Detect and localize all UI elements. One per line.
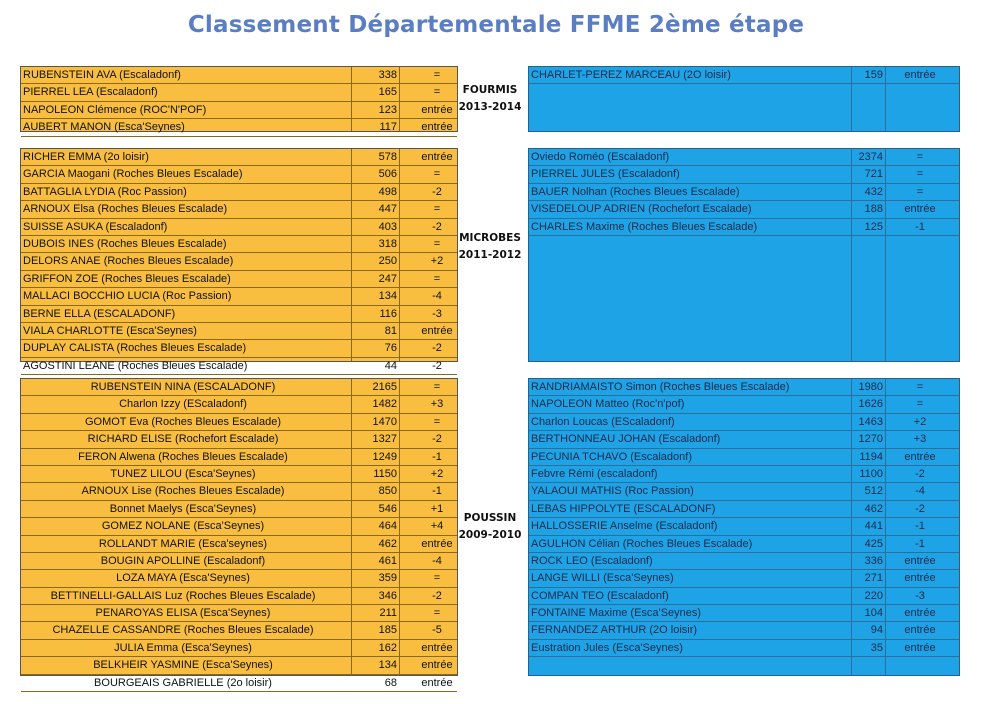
rank-change: entrée [421, 659, 453, 672]
rank-change: entrée [421, 103, 453, 116]
athlete-points: 432 [864, 185, 883, 198]
athlete-name: FONTAINE Maxime (Esca'Seynes) [531, 607, 701, 620]
athlete-name: BERTHONNEAU JOHAN (Escaladonf) [531, 433, 721, 446]
rank-change: +2 [913, 415, 927, 428]
athlete-name: ROLLANDT MARIE (Esca'seynes) [98, 537, 268, 550]
athlete-name: RANDRIAMAISTO Simon (Roches Bleues Escalade) [531, 381, 790, 393]
ranking-row [21, 306, 457, 323]
athlete-points: 35 [870, 641, 883, 654]
rank-change: entrée [421, 641, 453, 654]
ranking-row [21, 119, 457, 136]
rank-change: +4 [430, 520, 444, 533]
ranking-row [21, 431, 457, 448]
poussin-category-label [455, 510, 525, 544]
category-name: MICROBES [459, 232, 521, 244]
athlete-points: 211 [379, 607, 397, 620]
ranking-row [21, 358, 457, 375]
athlete-name: RICHARD ELISE (Rochefort Escalade) [87, 433, 279, 446]
athlete-name: Charlon Loucas (EScaladonf) [531, 415, 675, 428]
rank-change: entrée [904, 554, 936, 567]
rank-change: = [433, 607, 441, 620]
ranking-row [21, 657, 457, 674]
rank-change: -4 [432, 290, 442, 303]
athlete-points: 271 [864, 572, 883, 585]
athlete-points: 44 [384, 359, 397, 372]
rank-change: -2 [915, 467, 925, 480]
rank-change: -1 [915, 520, 925, 533]
athlete-points: 462 [378, 537, 397, 550]
athlete-name: BETTINELLI-GALLAIS Luz (Roches Bleues Escalade) [50, 589, 316, 602]
rank-change: entrée [904, 572, 936, 585]
microbes-boys-table [528, 148, 960, 362]
ranking-row [529, 431, 959, 448]
athlete-name: NAPOLEON Clémence (ROC'N'POF) [23, 103, 207, 116]
ranking-row [529, 201, 959, 218]
ranking-row [529, 588, 959, 605]
ranking-row [529, 67, 959, 84]
athlete-points: 94 [870, 624, 883, 637]
rank-change: -4 [432, 554, 442, 567]
rank-change: -5 [432, 624, 442, 637]
athlete-name: VISEDELOUP ADRIEN (Rochefort Escalade) [531, 203, 752, 216]
rank-change: -1 [915, 537, 925, 550]
fourmis-category-label [455, 82, 525, 116]
athlete-name: ROCK LEO (Escaladonf) [531, 554, 653, 567]
rank-change: = [916, 185, 924, 198]
athlete-name: DUPLAY CALISTA (Roches Bleues Escalade) [23, 342, 247, 355]
athlete-name: Eustration Jules (Esca'Seynes) [531, 641, 683, 654]
athlete-points: 159 [864, 69, 883, 81]
athlete-points: 68 [384, 676, 397, 689]
ranking-row [21, 622, 457, 639]
athlete-name: TUNEZ LILOU (Esca'Seynes) [110, 467, 256, 480]
athlete-points: 1270 [858, 433, 883, 446]
rank-change: -3 [432, 307, 442, 320]
athlete-points: 346 [378, 589, 397, 602]
athlete-name: AGOSTINI LEANE (Roches Bleues Escalade) [23, 359, 248, 372]
fourmis-boys-table [528, 66, 960, 132]
ranking-row [21, 271, 457, 288]
athlete-name: GOMOT Eva (Roches Bleues Escalade) [84, 415, 282, 428]
ranking-row [529, 605, 959, 622]
ranking-row [21, 675, 457, 692]
ranking-row [21, 201, 457, 218]
rank-change: -4 [915, 485, 925, 498]
ranking-row [529, 518, 959, 535]
athlete-points: 81 [384, 324, 397, 337]
ranking-row [21, 396, 457, 413]
athlete-points: 1482 [372, 398, 397, 411]
athlete-points: 578 [378, 151, 397, 163]
ranking-row [21, 605, 457, 622]
athlete-points: 506 [378, 168, 397, 181]
ranking-row [21, 102, 457, 119]
ranking-row [529, 622, 959, 639]
rank-change: -2 [432, 220, 442, 233]
athlete-name: ARNOUX Lise (Roches Bleues Escalade) [81, 485, 285, 498]
athlete-points: 162 [378, 641, 397, 654]
athlete-name: DELORS ANAE (Roches Bleues Escalade) [23, 255, 234, 268]
microbes-category-label [455, 230, 525, 264]
athlete-name: VIALA CHARLOTTE (Esca'Seynes) [23, 324, 197, 337]
athlete-points: 250 [378, 255, 397, 268]
athlete-name: NAPOLEON Matteo (Roc'n'pof) [531, 398, 685, 411]
ranking-row [21, 553, 457, 570]
ranking-row [529, 640, 959, 657]
rank-change: = [433, 168, 441, 181]
microbes-girls-table [20, 148, 458, 372]
athlete-points: 1150 [373, 467, 397, 480]
rank-change: -2 [432, 433, 442, 446]
rank-change: -2 [432, 589, 442, 602]
rank-change: = [916, 168, 924, 181]
rank-change: = [433, 415, 441, 428]
ranking-row [21, 588, 457, 605]
ranking-row [21, 84, 457, 101]
athlete-points: 165 [378, 86, 397, 99]
rank-change: = [433, 203, 441, 216]
ranking-row [21, 518, 457, 535]
athlete-name: PENAROYAS ELISA (Esca'Seynes) [95, 607, 271, 620]
athlete-points: 1100 [859, 467, 883, 480]
rank-change: entrée [904, 641, 936, 654]
ranking-row [21, 449, 457, 466]
rank-change: entrée [904, 624, 936, 637]
category-years: 2009-2010 [458, 529, 522, 541]
athlete-points: 1626 [858, 398, 883, 411]
athlete-name: JULIA Emma (Esca'Seynes) [114, 641, 252, 654]
athlete-points: 1980 [858, 381, 883, 393]
ranking-row [529, 166, 959, 183]
athlete-name: Bonnet Maelys (Esca'Seynes) [109, 502, 257, 515]
rank-change: -1 [915, 220, 925, 233]
ranking-row [529, 570, 959, 587]
rank-change: +2 [430, 467, 444, 480]
athlete-name: HALLOSSERIE Anselme (Escaladonf) [531, 520, 718, 533]
athlete-name: BOURGEAIS GABRIELLE (2o loisir) [94, 676, 272, 689]
athlete-name: LEBAS HIPPOLYTE (ESCALADONF) [531, 502, 716, 515]
rank-change: +3 [430, 398, 444, 411]
ranking-row [529, 501, 959, 518]
fourmis-girls-table [20, 66, 458, 132]
athlete-points: 462 [864, 502, 883, 515]
poussin-boys-table [528, 378, 960, 676]
ranking-row [529, 536, 959, 553]
athlete-name: BELKHEIR YASMINE (Esca'Seynes) [93, 659, 273, 672]
rank-change: entrée [904, 69, 936, 81]
athlete-points: 134 [378, 290, 397, 303]
athlete-name: AGULHON Célian (Roches Bleues Escalade) [531, 537, 753, 550]
rank-change: = [433, 86, 441, 99]
rank-change: -2 [432, 359, 442, 372]
athlete-name: COMPAN TEO (Escaladonf) [531, 589, 669, 602]
rank-change: = [433, 381, 441, 393]
rank-change: +3 [913, 433, 927, 446]
athlete-points: 117 [379, 121, 397, 134]
rank-change: entrée [421, 151, 453, 163]
ranking-row [529, 184, 959, 201]
rank-change: entrée [904, 607, 936, 620]
ranking-row [529, 149, 959, 166]
rank-change: -1 [432, 450, 442, 463]
ranking-row [21, 483, 457, 500]
athlete-name: Febvre Rémi (escaladonf) [531, 467, 658, 480]
rank-change: -2 [432, 185, 442, 198]
rank-change: entrée [421, 676, 453, 689]
athlete-name: PIERREL LEA (Escaladonf) [23, 86, 158, 99]
ranking-row [21, 67, 457, 84]
athlete-name: BERNE ELLA (ESCALADONF) [23, 307, 176, 320]
ranking-row [529, 219, 959, 236]
athlete-name: RUBENSTEIN NINA (ESCALADONF) [90, 381, 276, 393]
ranking-row [529, 483, 959, 500]
page-title: Classement Départementale FFME 2ème étape [187, 12, 805, 38]
category-name: FOURMIS [462, 84, 518, 96]
ranking-row [529, 414, 959, 431]
ranking-row [21, 219, 457, 236]
rank-change: entrée [421, 537, 453, 550]
athlete-name: Charlon Izzy (EScaladonf) [119, 398, 247, 411]
ranking-row [529, 553, 959, 570]
athlete-points: 1470 [372, 415, 397, 428]
athlete-name: CHARLES Maxime (Roches Bleues Escalade) [531, 220, 758, 233]
athlete-points: 403 [378, 220, 397, 233]
category-years: 2011-2012 [458, 249, 522, 261]
rank-change: = [433, 69, 441, 81]
athlete-name: BAUER Nolhan (Roches Bleues Escalade) [531, 185, 740, 198]
poussin-girls-table [20, 378, 458, 689]
rank-change: = [916, 151, 924, 163]
rank-change: entrée [421, 324, 453, 337]
ranking-row [21, 288, 457, 305]
ranking-row [529, 396, 959, 413]
rank-change: = [433, 272, 441, 285]
athlete-points: 2374 [858, 151, 883, 163]
athlete-name: Oviedo Roméo (Escaladonf) [531, 151, 670, 163]
ranking-row [21, 149, 457, 166]
category-name: POUSSIN [463, 512, 517, 524]
athlete-points: 1327 [372, 433, 397, 446]
ranking-row [21, 501, 457, 518]
athlete-points: 1463 [858, 415, 883, 428]
athlete-points: 359 [378, 572, 397, 585]
athlete-name: FERNANDEZ ARTHUR (2O loisir) [531, 624, 698, 637]
athlete-points: 850 [378, 485, 397, 498]
rank-change: entrée [904, 450, 936, 463]
athlete-name: SUISSE ASUKA (Escaladonf) [23, 220, 168, 233]
athlete-points: 425 [864, 537, 883, 550]
athlete-name: GOMEZ NOLANE (Esca'Seynes) [101, 520, 265, 533]
athlete-points: 220 [864, 589, 883, 602]
rank-change: +2 [430, 255, 444, 268]
athlete-name: PECUNIA TCHAVO (Escaladonf) [531, 450, 692, 463]
athlete-points: 336 [864, 554, 883, 567]
athlete-points: 116 [379, 307, 397, 320]
ranking-row [21, 184, 457, 201]
ranking-row [21, 570, 457, 587]
rank-change: -2 [915, 502, 925, 515]
rank-change: entrée [421, 121, 453, 134]
athlete-points: 188 [864, 203, 883, 216]
athlete-name: YALAOUI MATHIS (Roc Passion) [531, 485, 694, 498]
athlete-name: GARCIA Maogani (Roches Bleues Escalade) [23, 168, 243, 181]
athlete-name: CHAZELLE CASSANDRE (Roches Bleues Escalade) [52, 624, 314, 637]
athlete-points: 2165 [372, 381, 397, 393]
ranking-row [21, 379, 457, 396]
athlete-points: 447 [378, 203, 397, 216]
athlete-name: CHARLET-PEREZ MARCEAU (2O loisir) [531, 69, 731, 81]
athlete-name: LANGE WILLI (Esca'Seynes) [531, 572, 674, 585]
athlete-name: AUBERT MANON (Esca'Seynes) [23, 121, 185, 134]
rank-change: +1 [430, 502, 444, 515]
ranking-row [529, 466, 959, 483]
athlete-points: 721 [864, 168, 883, 181]
athlete-points: 338 [378, 69, 397, 81]
ranking-row [21, 253, 457, 270]
athlete-points: 76 [384, 342, 397, 355]
athlete-points: 318 [378, 237, 397, 250]
athlete-points: 498 [378, 185, 397, 198]
rank-change: = [433, 572, 441, 585]
athlete-name: RUBENSTEIN AVA (Escaladonf) [23, 69, 181, 81]
ranking-row [21, 340, 457, 357]
athlete-name: MALLACI BOCCHIO LUCIA (Roc Passion) [23, 290, 232, 303]
athlete-points: 104 [864, 607, 883, 620]
athlete-points: 1249 [372, 450, 397, 463]
rank-change: = [433, 237, 441, 250]
athlete-name: RICHER EMMA (2o loisir) [23, 151, 149, 163]
athlete-points: 125 [864, 220, 883, 233]
ranking-row [21, 536, 457, 553]
athlete-name: FERON Alwena (Roches Bleues Escalade) [78, 450, 288, 463]
ranking-row [21, 323, 457, 340]
athlete-points: 461 [378, 554, 397, 567]
category-years: 2013-2014 [458, 101, 522, 113]
athlete-name: BOUGIN APOLLINE (Escaladonf) [100, 554, 266, 567]
ranking-row [21, 466, 457, 483]
rank-change: -1 [432, 485, 442, 498]
rank-change: -2 [432, 342, 442, 355]
ranking-row [529, 379, 959, 396]
rank-change: = [916, 381, 924, 393]
athlete-points: 512 [864, 485, 883, 498]
athlete-name: DUBOIS INES (Roches Bleues Escalade) [23, 237, 227, 250]
athlete-name: LOZA MAYA (Esca'Seynes) [116, 572, 250, 585]
rank-change: -3 [915, 589, 925, 602]
athlete-points: 134 [378, 659, 397, 672]
athlete-points: 1194 [859, 450, 883, 463]
athlete-name: GRIFFON ZOE (Roches Bleues Escalade) [23, 272, 231, 285]
athlete-points: 247 [378, 272, 397, 285]
ranking-row [21, 414, 457, 431]
athlete-points: 185 [378, 624, 397, 637]
ranking-row [21, 640, 457, 657]
ranking-row [21, 166, 457, 183]
rank-change: = [916, 398, 924, 411]
rank-change: entrée [904, 203, 936, 216]
ranking-row [21, 236, 457, 253]
athlete-name: PIERREL JULES (Escaladonf) [531, 168, 680, 181]
athlete-points: 464 [378, 520, 397, 533]
athlete-points: 123 [378, 103, 397, 116]
athlete-name: BATTAGLIA LYDIA (Roc Passion) [23, 185, 187, 198]
athlete-name: ARNOUX Elsa (Roches Bleues Escalade) [23, 203, 228, 216]
athlete-points: 546 [378, 502, 397, 515]
ranking-row [529, 449, 959, 466]
athlete-points: 441 [864, 520, 883, 533]
